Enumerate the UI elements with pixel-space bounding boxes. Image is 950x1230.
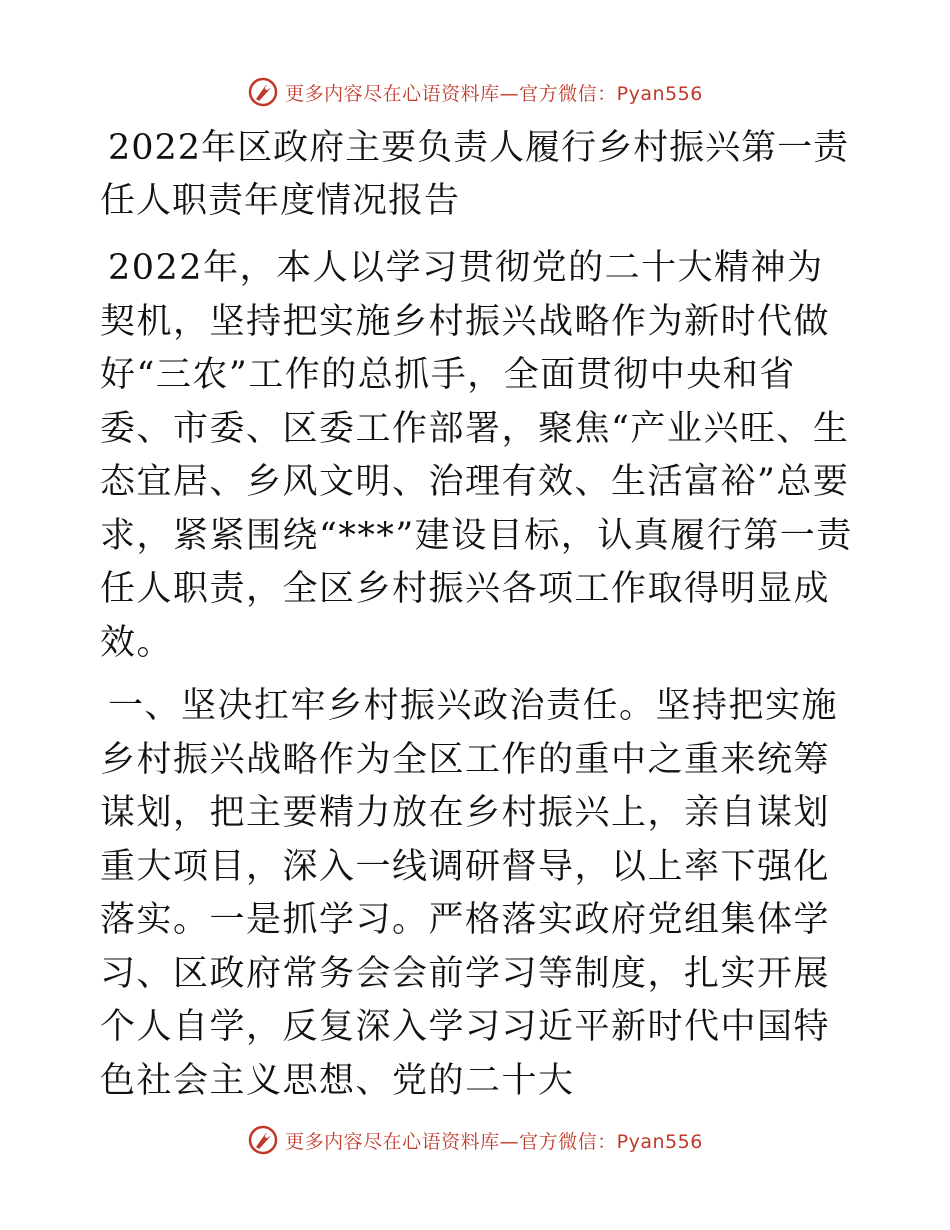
pen-nib-circle-icon <box>247 76 279 108</box>
watermark-text: 更多内容尽在心语资料库—官方微信：Pyan556 <box>285 82 703 105</box>
paragraph-intro: 2022年，本人以学习贯彻党的二十大精神为契机，坚持把实施乡村振兴战略作为新时代做好“三农”工作的总抓手，全面贯彻中央和省委、市委、区委工作部署，聚焦“产业兴旺、生态宜居、乡风文明、治理有效、生活富裕”总要求，紧紧围绕“***”建设目标，认真履行第一责任人职责，全区乡村振兴各项工作取得明显成效。 <box>100 248 853 663</box>
paragraph-section-1: 一、坚决扛牢乡村振兴政治责任。坚持把实施乡村振兴战略作为全区工作的重中之重来统筹谋划，把主要精力放在乡村振兴上，亲自谋划重大项目，深入一线调研督导，以上率下强化落实。一是抓学习。严格落实政府党组集体学习、区政府常务会会前学习等制度，扎实开展个人自学，反复深入学习习近平新时代中国特色社会主义思想、党的二十大 <box>100 686 839 1101</box>
pen-nib-circle-icon <box>247 1124 279 1156</box>
document-title: 2022年区政府主要负责人履行乡村振兴第一责任人职责年度情况报告 <box>100 128 850 221</box>
document-body <box>100 122 860 1108</box>
watermark-banner-top <box>0 72 950 112</box>
watermark-banner-bottom <box>0 1120 950 1160</box>
watermark-text: 更多内容尽在心语资料库—官方微信：Pyan556 <box>285 1130 703 1153</box>
